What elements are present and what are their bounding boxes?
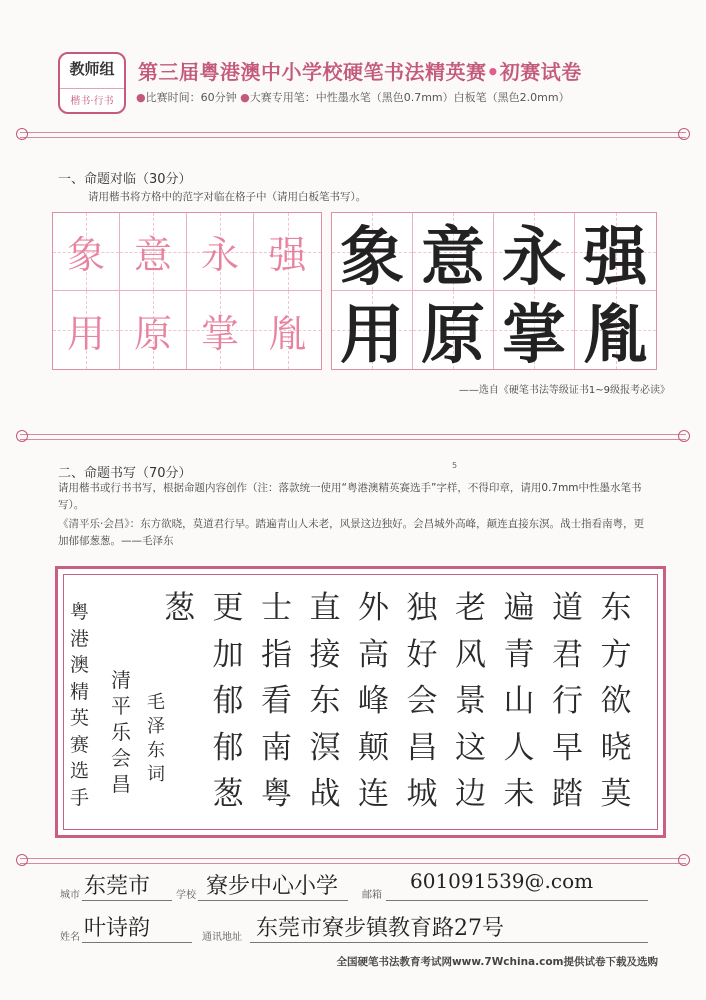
signature-char: 昌 <box>111 772 131 796</box>
header-divider <box>20 132 686 138</box>
poem-char: 东 <box>309 683 341 719</box>
practice-cell <box>254 291 321 369</box>
signature-char: 清 <box>111 668 131 692</box>
poem-char: 颠 <box>358 729 389 766</box>
poem-char: 莫 <box>600 776 632 812</box>
practice-char: 强 <box>268 233 307 277</box>
address-line <box>250 942 648 943</box>
title-main: 第三届粤港澳中小学校硬笔书法精英赛 <box>138 60 487 84</box>
poem-char: 未 <box>503 776 535 812</box>
practice-cell <box>53 213 120 291</box>
practice-cell <box>120 291 187 369</box>
poem-char: 踏 <box>552 776 583 812</box>
signature-char: 澳 <box>70 654 90 676</box>
name-label: 姓名 <box>60 932 80 943</box>
website-footnote: 全国硬笔书法教育考试网www.7Wchina.com提供试卷下载及选购 <box>336 956 658 968</box>
signature-char: 乐 <box>111 720 131 744</box>
footer-divider <box>20 858 686 864</box>
section2-title: 二、命题书写（70分） <box>58 466 192 481</box>
signature-char: 英 <box>70 707 90 729</box>
poem-char: 晓 <box>600 729 632 766</box>
section1-instruction: 请用楷书将方格中的范字对临在格子中（请用白板笔书写）。 <box>88 191 367 203</box>
model-character-grid <box>331 212 657 373</box>
practice-cell <box>120 213 187 291</box>
email-field[interactable]: 601091539@.com <box>410 869 594 893</box>
poem-char: 道 <box>552 590 583 626</box>
poem-column <box>593 585 639 818</box>
poem-char: 好 <box>406 636 438 673</box>
bullet-icon: ● <box>136 91 146 104</box>
poem-char: 老 <box>455 590 486 626</box>
scroll-ornament-icon <box>16 430 28 442</box>
section-divider <box>20 434 686 440</box>
model-char: 原 <box>421 298 485 373</box>
title-tail: 初赛试卷 <box>499 60 582 84</box>
poem-char: 山 <box>503 683 535 719</box>
poem-char: 郁 <box>212 683 244 719</box>
poem-char: 峰 <box>358 683 389 719</box>
poem-column <box>496 585 542 818</box>
model-char: 永 <box>502 219 566 295</box>
poem-char: 这 <box>455 729 486 766</box>
section2-instruction: 请用楷书或行书书写，根据命题内容创作（注：落款统一使用“粤港澳精英赛选手”字样，不得印章，请用0.7mm中性墨水笔书写）。 <box>58 482 642 511</box>
calligraphy-frame <box>55 566 666 838</box>
practice-cell <box>254 213 321 291</box>
school-label: 学校 <box>176 890 196 901</box>
model-cell <box>494 213 575 295</box>
model-cell <box>575 291 656 373</box>
practice-cell <box>53 291 120 369</box>
poem-char: 行 <box>552 683 583 719</box>
model-cell <box>332 291 413 373</box>
practice-char: 原 <box>133 311 172 356</box>
model-char: 意 <box>421 219 485 295</box>
scroll-ornament-icon <box>16 854 28 866</box>
poem-char: 东 <box>600 590 632 626</box>
model-cell <box>332 213 413 295</box>
poem-char: 指 <box>261 636 292 673</box>
signature-char: 精 <box>70 680 90 703</box>
signature-signer <box>70 599 89 811</box>
model-cell <box>413 213 494 295</box>
practice-char: 永 <box>200 233 239 277</box>
signature-char: 手 <box>70 786 90 809</box>
poem-column <box>254 585 300 818</box>
practice-char: 掌 <box>200 311 239 356</box>
poem-char: 城 <box>406 776 438 812</box>
poem-char: 昌 <box>406 729 438 766</box>
group-badge <box>58 52 126 114</box>
practice-cell <box>187 213 254 291</box>
poem-char: 更 <box>212 590 244 626</box>
poem-char: 遍 <box>503 590 535 626</box>
badge-group-label: 教师组 <box>69 60 115 78</box>
model-cell <box>413 291 494 373</box>
poem-column <box>205 585 251 818</box>
calligraphy-area <box>63 574 658 830</box>
page-mark: 5 <box>452 461 458 470</box>
poem-char: 风 <box>455 636 486 673</box>
practice-grid <box>52 212 322 370</box>
scroll-ornament-icon <box>678 128 690 140</box>
poem-char: 粤 <box>261 776 292 812</box>
section1-title: 一、命题对临（30分） <box>58 172 192 187</box>
poem-column <box>302 585 348 818</box>
model-cell <box>494 291 575 373</box>
poem-char: 葱 <box>212 776 244 812</box>
poem-char: 连 <box>358 776 389 812</box>
poem-char: 溟 <box>309 729 341 766</box>
signature-title <box>111 667 131 797</box>
poem-char: 看 <box>261 683 292 719</box>
scroll-ornament-icon <box>678 430 690 442</box>
page-title <box>138 56 582 85</box>
poem-column <box>157 585 203 632</box>
scroll-ornament-icon <box>16 128 28 140</box>
poem-char: 接 <box>309 636 341 673</box>
poem-char: 欲 <box>600 683 632 719</box>
poem-char: 葱 <box>164 590 195 626</box>
title-dot: • <box>486 60 500 84</box>
email-line <box>386 900 648 901</box>
name-line <box>82 942 192 943</box>
model-char: 象 <box>340 219 404 295</box>
city-field[interactable]: 东莞市 <box>84 874 151 899</box>
poem-char: 方 <box>600 636 632 673</box>
name-field[interactable]: 叶诗韵 <box>84 916 151 941</box>
poem-column <box>399 585 445 818</box>
signature-char: 粤 <box>70 601 90 623</box>
school-field[interactable]: 寮步中心小学 <box>206 874 339 899</box>
signature-char: 会 <box>111 746 131 770</box>
signature-char: 港 <box>70 627 90 650</box>
signature-char: 词 <box>147 764 165 785</box>
model-char: 胤 <box>583 298 648 373</box>
bullet-icon: ● <box>240 91 250 104</box>
poem-char: 景 <box>455 683 486 719</box>
signature-char: 泽 <box>147 716 165 737</box>
scroll-ornament-icon <box>678 854 690 866</box>
practice-char: 意 <box>133 233 172 277</box>
poem-text: 《清平乐·会昌》：东方欲晓，莫道君行早。踏遍青山人未老，风景这边独好。会昌城外高峰，颠连直接东溟。战士指看南粤，更加郁郁葱葱。——毛泽东 <box>58 518 645 547</box>
email-label: 邮箱 <box>362 890 382 901</box>
address-field[interactable]: 东莞市寮步镇教育路27号 <box>256 916 504 941</box>
poem-char: 加 <box>212 636 244 673</box>
poem-char: 战 <box>309 776 341 812</box>
practice-char: 用 <box>66 311 105 356</box>
practice-char: 象 <box>66 233 105 277</box>
poem-char: 君 <box>552 636 583 673</box>
signature-char: 赛 <box>70 733 90 756</box>
model-source: ——选自《硬笔书法等级证书1~9级报考必读》 <box>458 385 670 396</box>
model-char: 掌 <box>502 298 566 373</box>
signature-author <box>147 691 165 787</box>
poem-char: 会 <box>406 683 438 719</box>
poem-char: 早 <box>552 729 583 766</box>
signature-char: 选 <box>70 760 90 782</box>
exam-info <box>136 89 570 105</box>
poem-char: 郁 <box>212 729 244 766</box>
poem-char: 独 <box>406 590 438 626</box>
poem-column <box>448 585 494 818</box>
model-cell <box>575 213 656 295</box>
poem-char: 高 <box>358 636 389 673</box>
poem-char: 人 <box>503 729 535 766</box>
model-char: 用 <box>340 298 404 373</box>
poem-column <box>351 585 397 818</box>
school-line <box>198 900 348 901</box>
practice-cell <box>187 291 254 369</box>
signature-char: 东 <box>147 740 165 761</box>
poem-char: 士 <box>261 590 292 626</box>
practice-char: 胤 <box>268 311 307 356</box>
exam-time: 比赛时间：60分钟 <box>145 91 237 104</box>
poem-char: 南 <box>261 729 292 766</box>
poem-char: 外 <box>358 590 389 626</box>
poem-char: 边 <box>455 776 486 812</box>
badge-script-label: 楷书·行书 <box>60 88 124 107</box>
poem-column <box>545 585 591 818</box>
exam-pens: 大赛专用笔：中性墨水笔（黑色0.7mm）白板笔（黑色2.0mm） <box>249 91 570 104</box>
poem-char: 青 <box>503 636 535 673</box>
city-line <box>82 900 172 901</box>
address-label: 通讯地址 <box>202 932 242 943</box>
model-char: 强 <box>583 219 648 295</box>
signature-char: 毛 <box>147 692 165 713</box>
poem-char: 直 <box>309 590 341 626</box>
signature-char: 平 <box>111 694 131 718</box>
city-label: 城市 <box>60 890 80 901</box>
